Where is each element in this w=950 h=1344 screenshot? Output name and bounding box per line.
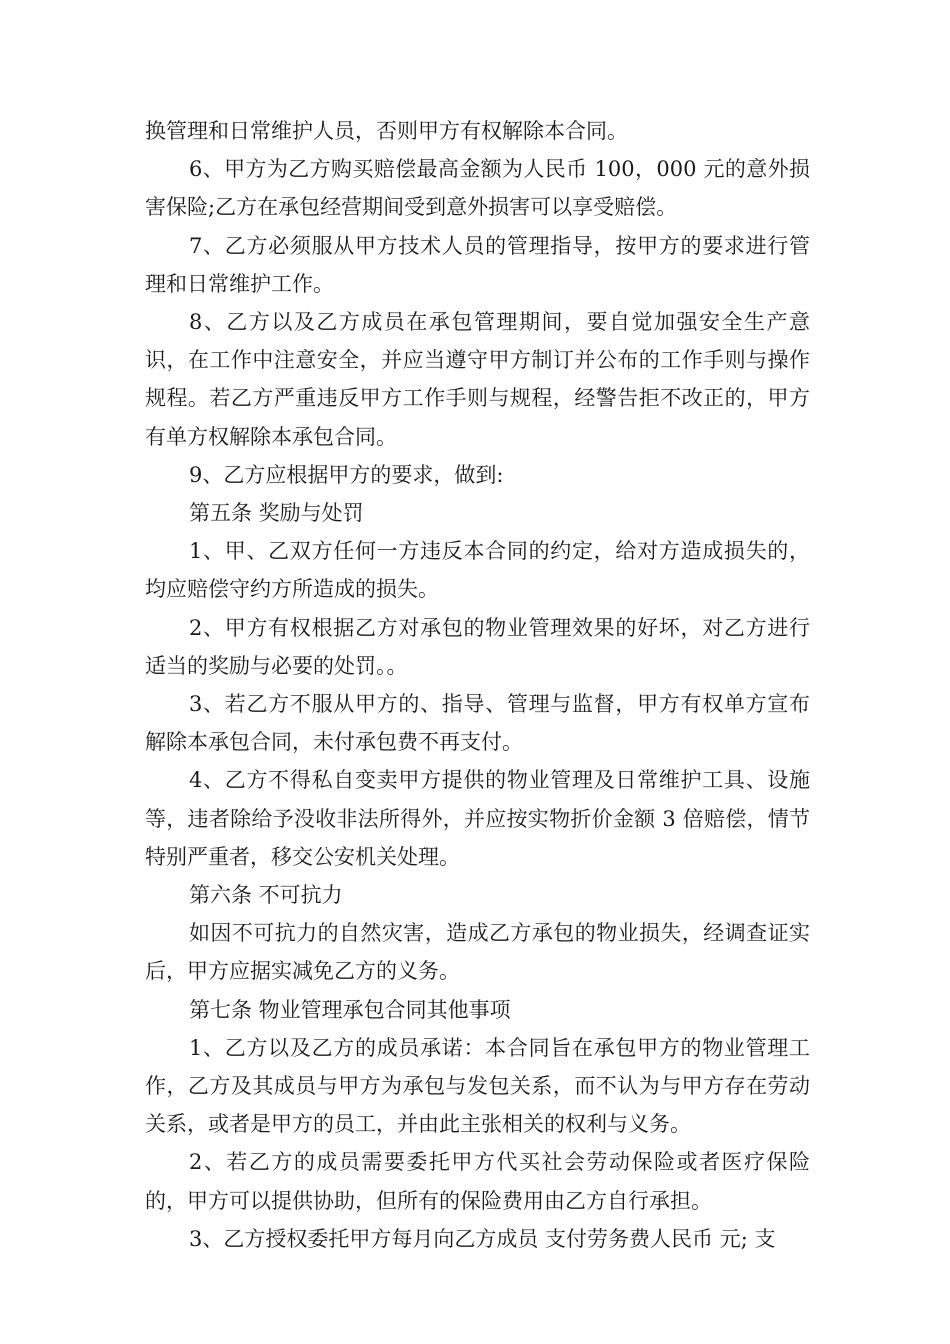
- paragraph-15: 2、若乙方的成员需要委托甲方代买社会劳动保险或者医疗保险的，甲方可以提供协助，但所有的保险费用由乙方自行承担。: [145, 1150, 810, 1213]
- section-heading-6: 第六条 不可抗力: [189, 883, 343, 908]
- section-heading-5: 第五条 奖励与处罚: [189, 501, 364, 526]
- paragraph-4: 8、乙方以及乙方成员在承包管理期间，要自觉加强安全生产意识，在工作中注意安全，并应当遵守甲方制订并公布的工作手则与操作规程。若乙方严重违反甲方工作手则与规程，经警告拒不改正的，甲方有单方权解除本承包合同。: [145, 310, 810, 449]
- paragraph-3: 7、乙方必须服从甲方技术人员的管理指导，按甲方的要求进行管理和日常维护工作。: [145, 233, 810, 296]
- paragraph-12: 如因不可抗力的自然灾害，造成乙方承包的物业损失，经调查证实后，甲方应据实减免乙方的义务。: [145, 921, 810, 984]
- paragraph-8: 2、甲方有权根据乙方对承包的物业管理效果的好坏，对乙方进行适当的奖励与必要的处罚。。: [145, 615, 810, 678]
- paragraph-5: 9、乙方应根据甲方的要求，做到:: [189, 462, 504, 487]
- paragraph-14: 1、乙方以及乙方的成员承诺：本合同旨在承包甲方的物业管理工作，乙方及其成员与甲方为承包与发包关系，而不认为与甲方存在劳动关系，或者是甲方的员工，并由此主张相关的权利与义务。: [145, 1035, 810, 1137]
- paragraph-2: 6、甲方为乙方购买赔偿最高金额为人民币 100，000 元的意外损害保险;乙方在承包经营期间受到意外损害可以享受赔偿。: [145, 157, 810, 220]
- document-body: [145, 112, 810, 1258]
- paragraph-16: 3、乙方授权委托甲方每月向乙方成员 支付劳务费人民币 元; 支: [189, 1226, 776, 1251]
- paragraph-10: 4、乙方不得私自变卖甲方提供的物业管理及日常维护工具、设施等，违者除给予没收非法所得外，并应按实物折价金额 3 倍赔偿，情节特别严重者，移交公安机关处理。: [145, 768, 810, 869]
- paragraph-9: 3、若乙方不服从甲方的、指导、管理与监督，甲方有权单方宣布解除本承包合同，未付承包费不再支付。: [145, 692, 810, 755]
- paragraph-1: 换管理和日常维护人员，否则甲方有权解除本合同。: [145, 119, 628, 143]
- paragraph-7: 1、甲、乙双方任何一方违反本合同的约定，给对方造成损失的，均应赔偿守约方所造成的损失。: [145, 539, 810, 602]
- section-heading-7: 第七条 物业管理承包合同其他事项: [189, 997, 511, 1022]
